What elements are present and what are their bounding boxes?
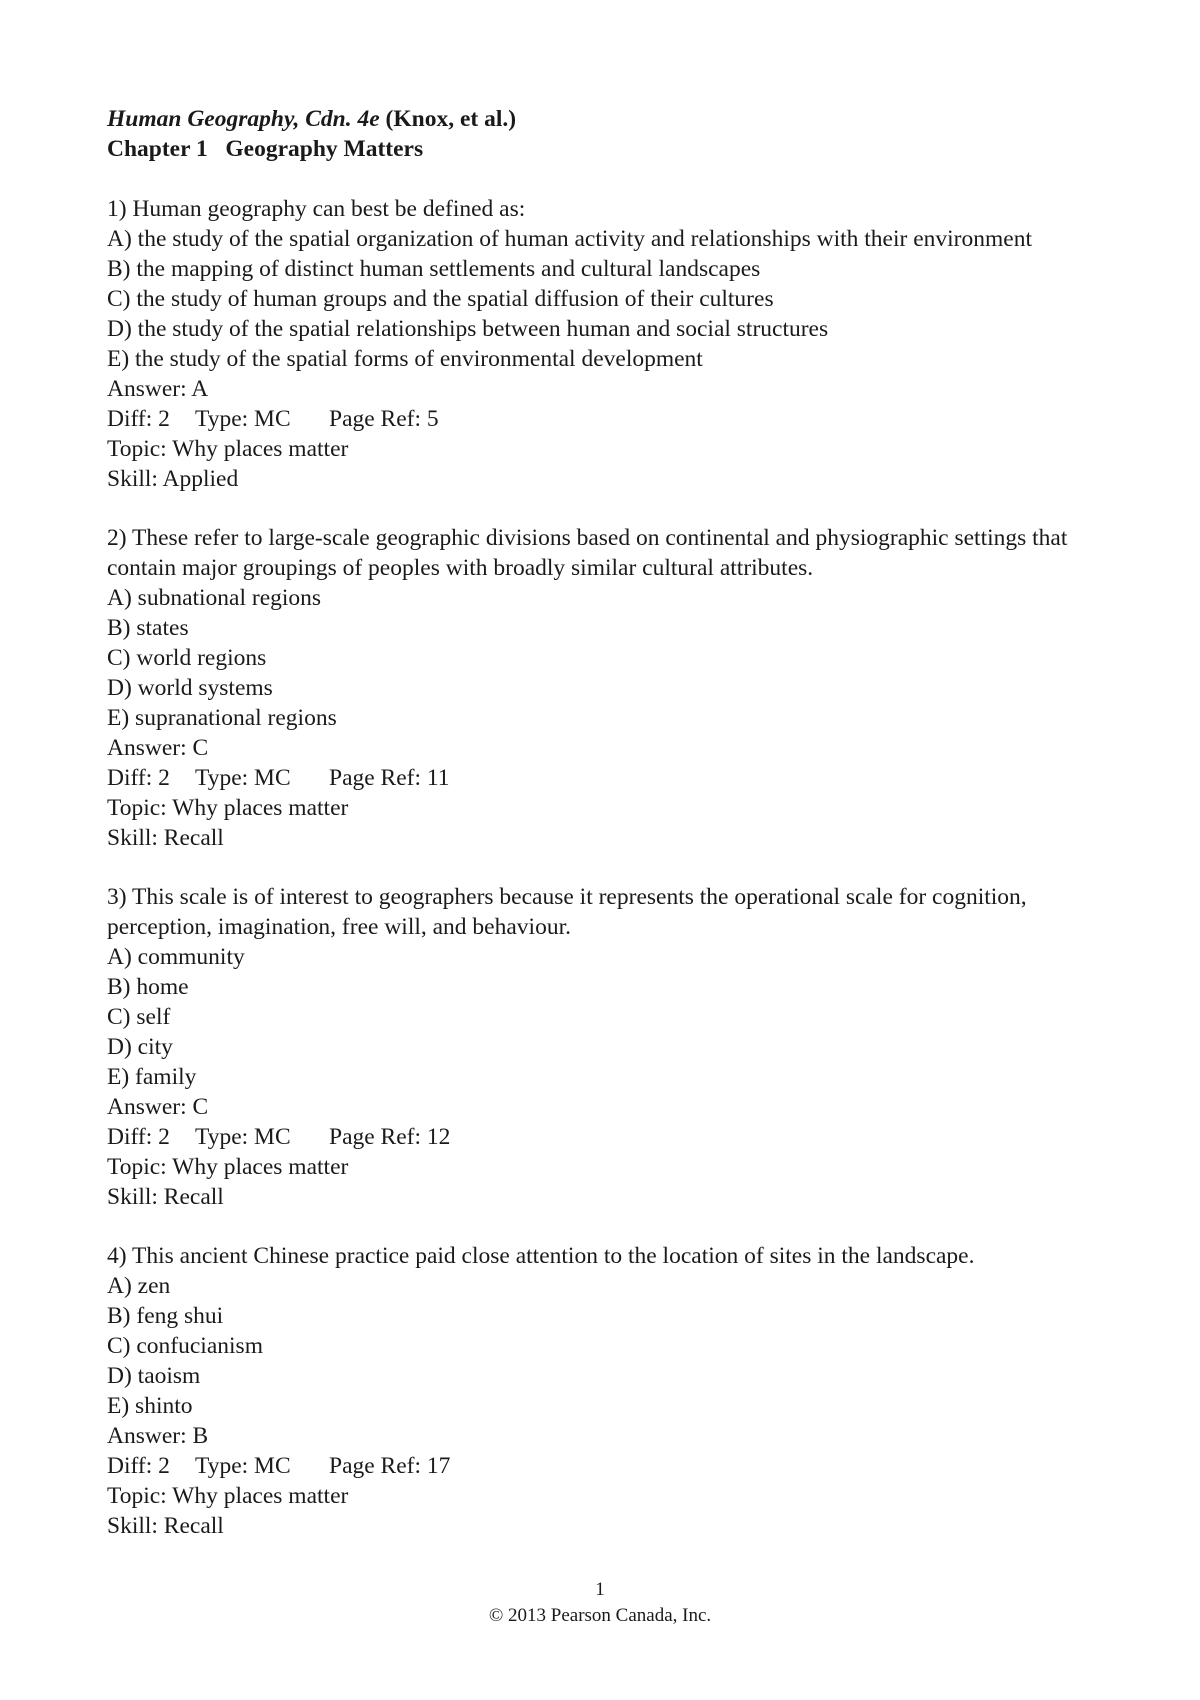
- option-e: E) family: [107, 1064, 197, 1090]
- difficulty: Diff: 2: [107, 406, 170, 432]
- question-3: [107, 882, 1107, 1212]
- option-e: E) shinto: [107, 1393, 193, 1419]
- question-stem: 4) This ancient Chinese practice paid close attention to the location of sites in the landscape.: [107, 1243, 975, 1269]
- option-b: B) the mapping of distinct human settlements and cultural landscapes: [107, 256, 761, 282]
- option-b: B) home: [107, 974, 189, 1000]
- page-ref: Page Ref: 5: [329, 406, 439, 432]
- answer: Answer: C: [107, 1094, 209, 1120]
- difficulty: Diff: 2: [107, 765, 170, 791]
- difficulty: Diff: 2: [107, 1124, 170, 1150]
- option-d: D) taoism: [107, 1363, 201, 1389]
- chapter-label: Chapter 1: [107, 136, 208, 162]
- topic: Topic: Why places matter: [107, 1154, 349, 1180]
- question-type: Type: MC: [195, 1124, 291, 1150]
- question-2: [107, 523, 1107, 853]
- question-type: Type: MC: [195, 1453, 291, 1479]
- difficulty-line: [107, 1122, 1107, 1152]
- page-footer: [0, 1577, 1200, 1629]
- option-c: C) confucianism: [107, 1333, 263, 1359]
- option-a: A) subnational regions: [107, 585, 322, 611]
- option-e: E) supranational regions: [107, 705, 337, 731]
- option-a: A) the study of the spatial organization of human activity and relationships with their environment: [107, 226, 1032, 252]
- question-stem: 1) Human geography can best be defined as:: [107, 196, 526, 222]
- skill: Skill: Recall: [107, 1184, 224, 1210]
- option-b: B) feng shui: [107, 1303, 224, 1329]
- difficulty-line: [107, 1451, 1107, 1481]
- option-d: D) the study of the spatial relationships between human and social structures: [107, 316, 829, 342]
- option-b: B) states: [107, 615, 189, 641]
- question-stem: 2) These refer to large-scale geographic divisions based on continental and physiographic settings that contain major groupings of peoples with broadly similar cultural attributes.: [107, 525, 1068, 581]
- option-a: A) zen: [107, 1273, 171, 1299]
- topic: Topic: Why places matter: [107, 795, 349, 821]
- chapter-heading: [107, 134, 1107, 164]
- answer: Answer: A: [107, 376, 209, 402]
- difficulty: Diff: 2: [107, 1453, 170, 1479]
- book-title: Human Geography, Cdn. 4e: [107, 106, 380, 132]
- question-stem: 3) This scale is of interest to geographers because it represents the operational scale for cognition, perception, imagination, free will, and behaviour.: [107, 884, 1027, 940]
- book-authors: (Knox, et al.): [379, 106, 517, 132]
- option-a: A) community: [107, 944, 245, 970]
- difficulty-line: [107, 763, 1107, 793]
- question-4: [107, 1241, 1107, 1541]
- answer: Answer: C: [107, 735, 209, 761]
- topic: Topic: Why places matter: [107, 436, 349, 462]
- option-e: E) the study of the spatial forms of environmental development: [107, 346, 703, 372]
- option-d: D) world systems: [107, 675, 273, 701]
- page-ref: Page Ref: 12: [329, 1124, 451, 1150]
- page-ref: Page Ref: 11: [329, 765, 450, 791]
- option-d: D) city: [107, 1034, 173, 1060]
- answer: Answer: B: [107, 1423, 209, 1449]
- question-1: [107, 194, 1107, 494]
- option-c: C) the study of human groups and the spatial diffusion of their cultures: [107, 286, 774, 312]
- document-page: [107, 104, 1107, 1570]
- difficulty-line: [107, 404, 1107, 434]
- book-title-line: [107, 104, 1107, 134]
- option-c: C) world regions: [107, 645, 267, 671]
- topic: Topic: Why places matter: [107, 1483, 349, 1509]
- skill: Skill: Recall: [107, 825, 224, 851]
- page-ref: Page Ref: 17: [329, 1453, 451, 1479]
- copyright-notice: © 2013 Pearson Canada, Inc.: [488, 1605, 712, 1626]
- skill: Skill: Recall: [107, 1513, 224, 1539]
- skill: Skill: Applied: [107, 466, 239, 492]
- page-number: 1: [595, 1579, 605, 1600]
- chapter-title: Geography Matters: [225, 136, 424, 162]
- question-type: Type: MC: [195, 406, 291, 432]
- option-c: C) self: [107, 1004, 171, 1030]
- question-type: Type: MC: [195, 765, 291, 791]
- document-header: [107, 104, 1107, 164]
